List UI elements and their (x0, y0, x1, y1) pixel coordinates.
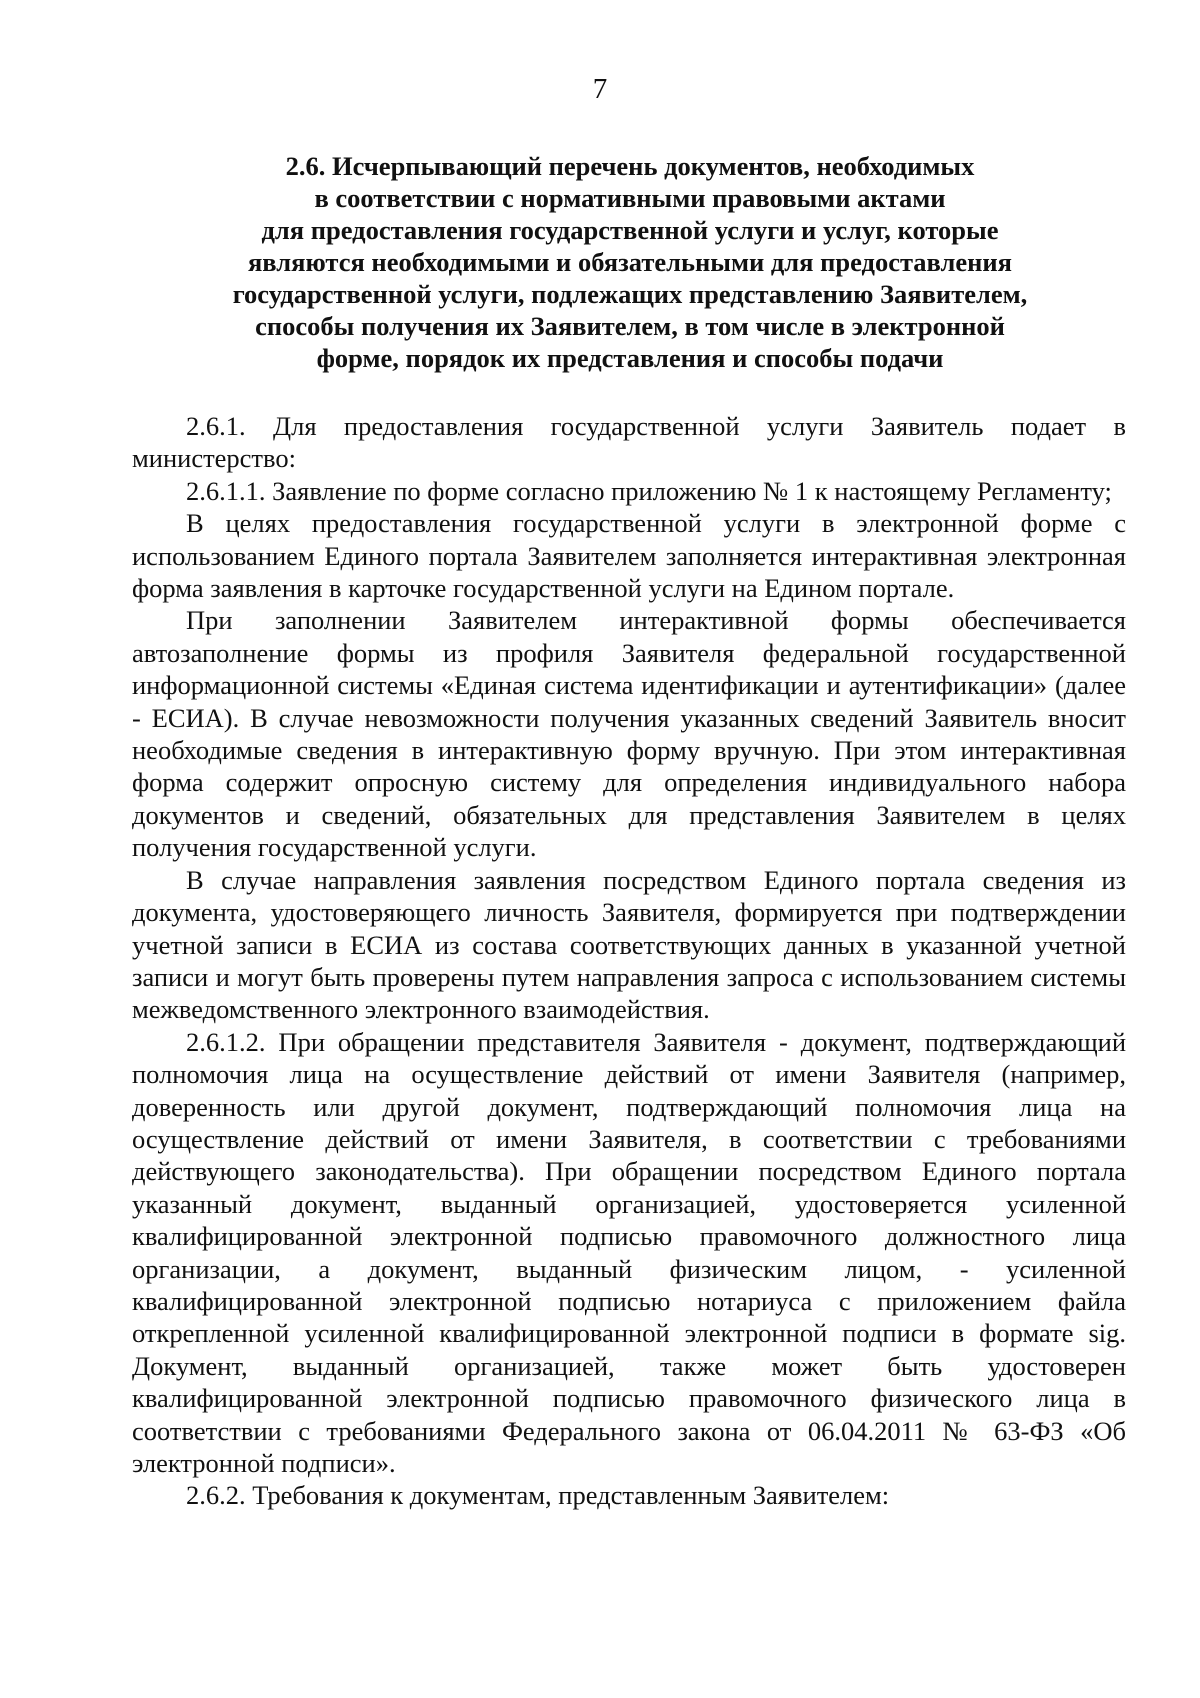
heading-line: способы получения их Заявителем, в том числе в электронной (255, 311, 1005, 341)
heading-line: 2.6. Исчерпывающий перечень документов, необходимых (285, 151, 975, 181)
paragraph-2-6-2: 2.6.2. Требования к документам, представленным Заявителем: (186, 1480, 890, 1511)
heading-line: в соответствии с нормативными правовыми актами (314, 183, 946, 213)
heading-line: для предоставления государственной услуги и услуг, которые (261, 215, 999, 245)
paragraph-identity-document: В случае направления заявления посредством Единого портала сведения из документа, удостоверяющего личность Заявителя, формируется при подтверждении учетной записи в ЕСИА из состава соответствующих данных в указанной учетной записи и могут быть проверены путем направления запроса с использованием системы межведомственного электронного взаимодействия. (132, 864, 1126, 1025)
body-text (132, 410, 1126, 1512)
paragraph-2-6-1: 2.6.1. Для предоставления государственной услуги Заявитель подает в министерство: (132, 411, 1126, 474)
heading-line: являются необходимыми и обязательными для предоставления (247, 247, 1013, 277)
paragraph-electronic-form: В целях предоставления государственной услуги в электронной форме с использованием Единого портала Заявителем заполняется интерактивная электронная форма заявления в карточке государственной услуги на Едином портале. (132, 508, 1126, 604)
paragraph-autofill: При заполнении Заявителем интерактивной формы обеспечивается автозаполнение формы из профиля Заявителя федеральной государственной информационной системы «Единая система идентификации и аутентификации» (далее - ЕСИА). В случае невозможности получения указанных сведений Заявитель вносит необходимые сведения в интерактивную форму вручную. При этом интерактивная форма содержит опросную систему для определения индивидуального набора документов и сведений, обязательных для представления Заявителем в целях получения государственной услуги. (132, 605, 1126, 863)
heading-line: государственной услуги, подлежащих представлению Заявителем, (232, 279, 1028, 309)
page-number: 7 (592, 73, 608, 105)
paragraph-2-6-1-2: 2.6.1.2. При обращении представителя Заявителя - документ, подтверждающий полномочия лица на осуществление действий от имени Заявителя (например, доверенность или другой документ, подтверждающий полномочия лица на осуществление действий от имени Заявителя, в соответствии с требованиями действующего законодательства). При обращении посредством Единого портала указанный документ, выданный организацией, удостоверяется усиленной квалифицированной электронной подписью правомочного должностного лица организации, а документ, выданный физическим лицом, - усиленной квалифицированной электронной подписью нотариуса с приложением файла открепленной усиленной квалифицированной электронной подписи в формате sig. Документ, выданный организацией, также может быть удостоверен квалифицированной электронной подписью правомочного физического лица в соответствии с требованиями Федерального закона от 06.04.2011 № 63-ФЗ «Об электронной подписи». (132, 1026, 1126, 1478)
section-heading (180, 150, 1080, 374)
heading-line: форме, порядок их представления и способы подачи (316, 343, 944, 373)
paragraph-2-6-1-1: 2.6.1.1. Заявление по форме согласно приложению № 1 к настоящему Регламенту; (186, 475, 1112, 506)
